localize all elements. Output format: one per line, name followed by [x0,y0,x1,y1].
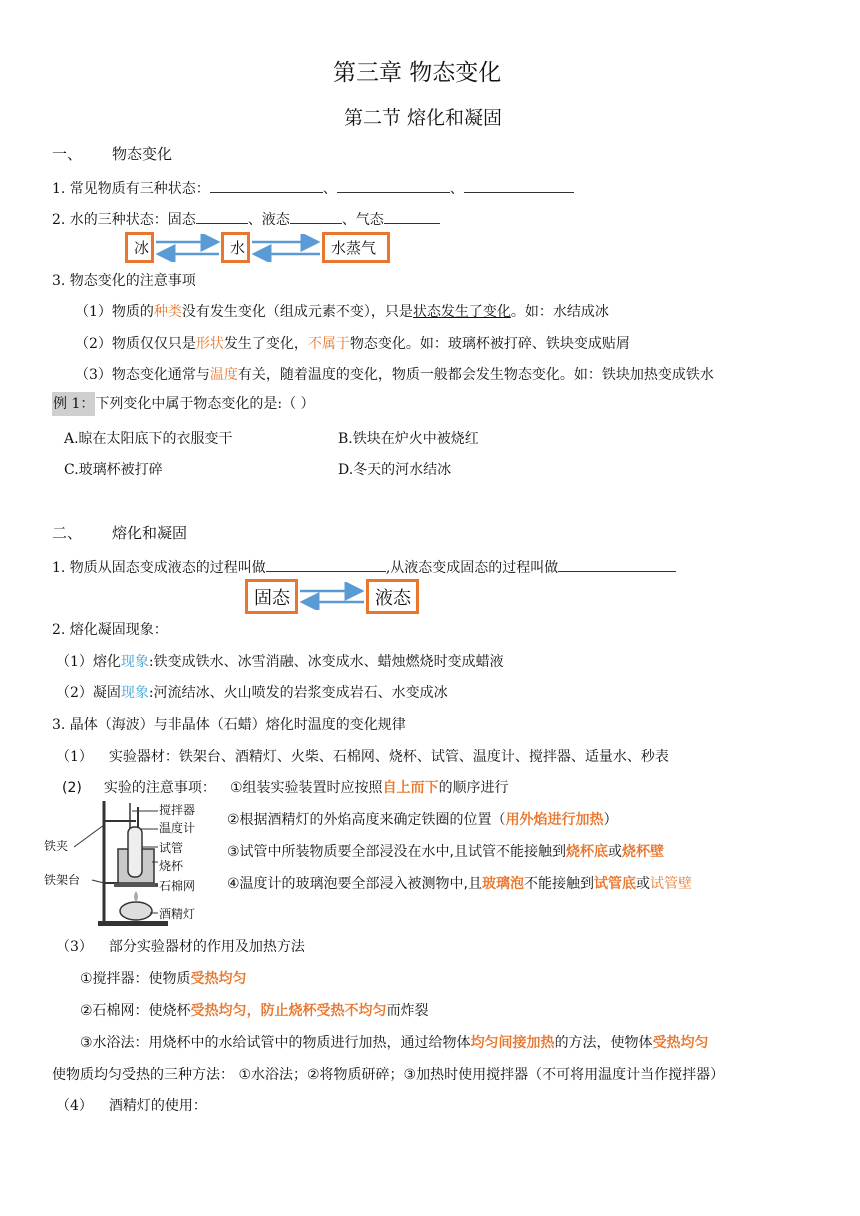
text: 物态变化。如：玻璃杯被打碎、铁块变成贴屑 [349,336,630,352]
text: ①组装实验装置时应按照 [230,780,383,796]
solidify-phenomena [56,685,448,702]
label-lamp: 酒精灯 [159,907,196,921]
text: ③试管中所装物质要全部浸没在水中,且试管不能接触到 [227,844,566,860]
text: ①搅拌器：使物质 [80,971,191,987]
keyword: ， [246,1003,261,1019]
text: （1）物质的 [75,304,154,320]
s1-q1-text: 1. 常见物质有三种状态： [52,181,210,197]
keyword: 防止烧杯受热不均匀 [260,1003,387,1019]
label-beaker: 烧杯 [159,859,184,873]
example-question: 下列变化中属于物态变化的是:（ ） [95,396,315,412]
keyword: 现象 [120,654,149,670]
melt-phenomena [56,654,504,671]
s1-q3: 3. 物态变化的注意事项 [52,273,196,289]
text: ②根据酒精灯的外焰高度来确定铁圈的位置（ [227,812,506,828]
label-stirrer: 搅拌器 [159,803,196,817]
text: （3）物态变化通常与 [75,367,210,383]
keyword: 玻璃泡 [482,876,524,892]
label-stand: 铁架台 [44,873,81,887]
text: 而炸裂 [386,1003,429,1019]
box-vapor: 水蒸气 [322,232,390,263]
page-title: 第三章 物态变化 [333,60,502,86]
p3-heading [56,939,305,956]
note-3 [75,367,714,384]
keyword: 均匀间接加热 [470,1035,555,1051]
s2-q1 [52,557,676,577]
s1-q2-a: 2. 水的三种状态：固态 [52,212,196,228]
heating-methods: 使物质均匀受热的三种方法： ①水浴法；②将物质研碎；③加热时使用搅拌器（不可将用温度计当作搅拌器） [52,1067,725,1083]
keyword: 用外焰进行加热 [505,812,604,828]
box-solid: 固态 [245,579,298,614]
label-test-tube: 试管 [159,841,184,855]
keyword: 自上而下 [382,780,439,796]
blank[interactable] [384,209,440,224]
num: （1） [56,749,93,765]
text: 没有发生变化（组成元素不变），只是 [181,304,413,320]
blank[interactable] [196,209,248,224]
text: ④温度计的玻璃泡要全部浸入被测物中,且 [227,876,482,892]
keyword: 烧杯壁 [622,844,664,860]
rule-4 [227,876,692,893]
text: ②石棉网：使烧杯 [80,1003,191,1019]
keyword: 受热均匀 [190,1003,247,1019]
text: :河流结冰、火山喷发的岩浆变成岩石、水变成冰 [148,685,448,701]
rule-1 [230,780,509,797]
blank[interactable] [266,557,386,572]
text: 。如：水结成冰 [510,304,609,320]
blank[interactable] [290,209,342,224]
option-b[interactable]: B.铁块在炉火中被烧红 [338,431,479,447]
p4-heading [56,1098,207,1115]
num: (2) [62,780,82,796]
keyword: 试管壁 [650,876,692,892]
text: 酒精灯的使用： [108,1098,207,1114]
keyword: 种类 [153,304,182,320]
sep: 、 [449,181,464,197]
option-c[interactable]: C.玻璃杯被打碎 [64,462,163,478]
keyword: 烧杯底 [566,844,608,860]
text: 1. 物质从固态变成液态的过程叫做 [52,560,266,576]
text: 发生了变化， [223,336,308,352]
text: 的方法，使物体 [554,1035,653,1051]
s2-q2: 2. 熔化凝固现象： [52,622,168,638]
text: ） [603,812,618,828]
label-thermometer: 温度计 [159,821,196,835]
precautions-label [62,780,216,797]
keyword: 受热均匀 [190,971,247,987]
s1-q2 [52,209,440,229]
example-label: 例 1： [52,392,95,416]
rule-3 [227,844,664,861]
option-a[interactable]: A.晾在太阳底下的衣服变干 [64,431,233,447]
section2-num: 二、 [52,524,83,542]
section1-num: 一、 [52,145,83,163]
state-arrows [154,234,322,262]
num: （4） [56,1098,93,1114]
text: 的顺序进行 [438,780,509,796]
keyword: 形状 [195,336,224,352]
section2-title: 熔化和凝固 [112,524,188,542]
text: ③水浴法：用烧杯中的水给试管中的物质进行加热，通过给物体 [80,1035,471,1051]
keyword: 试管底 [594,876,636,892]
s1-q1 [52,178,574,198]
example-1 [52,396,315,413]
num: （3） [56,939,93,955]
text: （1）熔化 [56,654,121,670]
text: （2）凝固 [56,685,121,701]
text: 不能接触到 [524,876,594,892]
s1-q2-b: 、液态 [247,212,290,228]
text: 或 [636,876,650,892]
s1-q2-c: 、气态 [341,212,384,228]
sep: 、 [322,181,337,197]
box-water: 水 [221,232,250,263]
blank[interactable] [210,178,323,193]
rule-2 [227,812,618,829]
text: ,从液态变成固态的过程叫做 [385,560,559,576]
section1-heading [52,145,172,163]
text: 部分实验器材的作用及加热方法 [108,939,305,955]
text: 或 [608,844,622,860]
blank[interactable] [337,178,450,193]
label-gauze: 石棉网 [159,879,196,893]
text: 实验器材：铁架台、酒精灯、火柴、石棉网、烧杯、试管、温度计、搅拌器、适量水、秒表 [108,749,669,765]
keyword: 受热均匀 [652,1035,709,1051]
keyword: 温度 [209,367,238,383]
water-bath [80,1035,709,1052]
blank[interactable] [464,178,574,193]
underlined-text: 状态发生了变化 [412,304,511,320]
tool-gauze [80,1003,429,1020]
apparatus-drawing [44,797,222,931]
keyword: 现象 [120,685,149,701]
text: 有关，随着温度的变化，物质一般都会发生物态变化。如：铁块加热变成铁水 [237,367,714,383]
text: （2）物质仅仅只是 [75,336,196,352]
section-subtitle: 第二节 熔化和凝固 [344,107,503,129]
option-d[interactable]: D.冬天的河水结冰 [338,462,452,478]
melt-arrows [298,582,366,610]
keyword: 不属于 [307,336,350,352]
section2-heading [52,524,187,542]
text: :铁变成铁水、冰雪消融、冰变成水、蜡烛燃烧时变成蜡液 [148,654,504,670]
blank[interactable] [558,557,676,572]
apparatus-figure [44,797,222,931]
equipment-list [56,749,669,766]
note-1 [75,304,609,321]
section1-title: 物态变化 [112,145,173,163]
text: 实验的注意事项： [103,780,216,796]
label-clamp: 铁夹 [44,839,69,853]
tool-stirrer [80,971,247,988]
box-liquid: 液态 [366,579,419,614]
box-ice: 冰 [125,232,154,263]
note-2 [75,336,630,353]
s2-q3: 3. 晶体（海波）与非晶体（石蜡）熔化时温度的变化规律 [52,717,406,733]
